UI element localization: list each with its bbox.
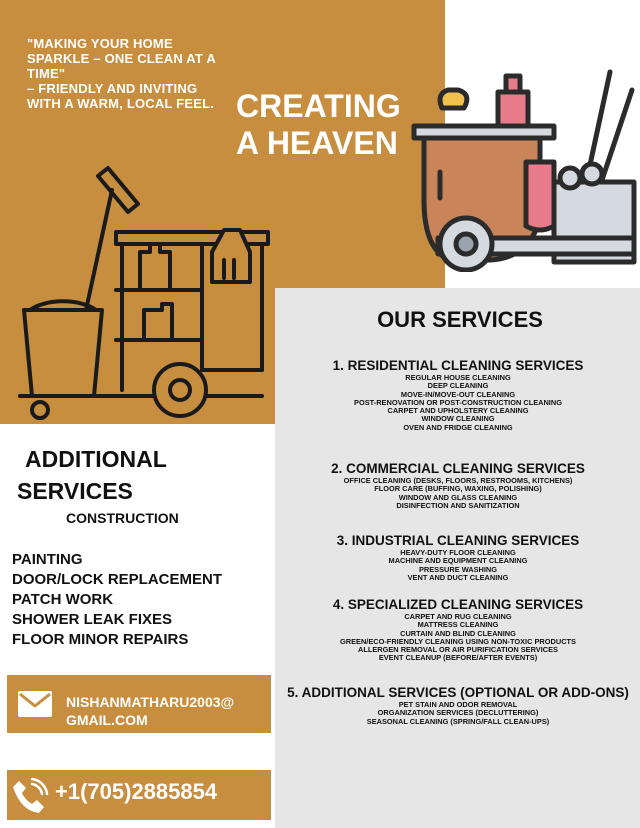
phone-icon bbox=[10, 776, 50, 816]
service-item: MACHINE AND EQUIPMENT CLEANING bbox=[388, 556, 528, 566]
tagline-line: SPARKLE – ONE CLEAN AT A bbox=[27, 51, 216, 66]
tagline bbox=[27, 36, 242, 111]
service-item: GREEN/ECO-FRIENDLY CLEANING USING NON-TOXIC PRODUCTS bbox=[340, 636, 576, 646]
additional-title-line-1: ADDITIONAL bbox=[25, 446, 167, 472]
service-item: OVEN AND FRIDGE CLEANING bbox=[403, 422, 513, 432]
additional-services-list bbox=[12, 550, 222, 650]
tagline-line: WITH A WARM, LOCAL FEEL. bbox=[27, 96, 215, 111]
service-item: CURTAIN AND BLIND CLEANING bbox=[400, 628, 516, 638]
service-item: DISINFECTION AND SANITIZATION bbox=[396, 500, 520, 510]
service-item: PET STAIN AND ODOR REMOVAL bbox=[398, 700, 518, 709]
list-item: PAINTING bbox=[12, 551, 83, 568]
service-section-commercial bbox=[282, 460, 634, 510]
service-item: MOVE-IN/MOVE-OUT CLEANING bbox=[400, 389, 516, 399]
service-item: FLOOR CARE (BUFFING, WAXING, POLISHING) bbox=[374, 484, 542, 494]
service-section-industrial bbox=[282, 532, 634, 582]
service-section-residential bbox=[282, 357, 634, 432]
list-item: FLOOR MINOR REPAIRS bbox=[12, 631, 189, 648]
service-item: CARPET AND RUG CLEANING bbox=[404, 612, 512, 621]
list-item: DOOR/LOCK REPLACEMENT bbox=[12, 571, 222, 588]
service-item: WINDOW AND GLASS CLEANING bbox=[398, 492, 518, 502]
headline bbox=[236, 88, 401, 162]
service-item: SEASONAL CLEANING (SPRING/FALL CLEAN-UPS) bbox=[366, 716, 550, 726]
email-address[interactable] bbox=[66, 693, 234, 729]
service-item: POST-RENOVATION OR POST-CONSTRUCTION CLEANING bbox=[354, 397, 562, 407]
additional-subtitle: CONSTRUCTION bbox=[66, 510, 179, 526]
additional-services-title bbox=[17, 443, 167, 507]
service-item: VENT AND DUCT CLEANING bbox=[407, 572, 509, 582]
cleaning-trolley-illustration bbox=[410, 62, 640, 272]
service-heading: 3. INDUSTRIAL CLEANING SERVICES bbox=[336, 533, 580, 548]
service-item: ALLERGEN REMOVAL OR AIR PURIFICATION SERVICES bbox=[358, 645, 558, 655]
tagline-line: – FRIENDLY AND INVITING bbox=[27, 81, 198, 96]
service-item: DEEP CLEANING bbox=[427, 381, 489, 391]
service-item: REGULAR HOUSE CLEANING bbox=[405, 373, 511, 382]
service-item: HEAVY-DUTY FLOOR CLEANING bbox=[400, 548, 516, 557]
service-item: MATTRESS CLEANING bbox=[417, 620, 499, 630]
list-item: SHOWER LEAK FIXES bbox=[12, 611, 173, 628]
tagline-line: TIME" bbox=[27, 66, 66, 81]
email-line-2: GMAIL.COM bbox=[66, 712, 148, 728]
envelope-icon bbox=[17, 690, 53, 718]
email-line-1: NISHANMATHARU2003@ bbox=[66, 694, 235, 710]
headline-line-1: CREATING bbox=[236, 88, 401, 124]
service-heading: 5. ADDITIONAL SERVICES (OPTIONAL OR ADD-ONS) bbox=[287, 685, 629, 700]
service-heading: 1. RESIDENTIAL CLEANING SERVICES bbox=[332, 358, 584, 373]
services-title: OUR SERVICES bbox=[377, 307, 543, 332]
tagline-line: "MAKING YOUR HOME bbox=[27, 36, 173, 51]
service-item: OFFICE CLEANING (DESKS, FLOORS, RESTROOMS, KITCHENS) bbox=[343, 476, 573, 485]
service-section-specialized bbox=[282, 596, 634, 663]
service-item: CARPET AND UPHOLSTERY CLEANING bbox=[387, 406, 529, 416]
service-item: WINDOW CLEANING bbox=[421, 414, 495, 424]
service-section-additional bbox=[282, 684, 634, 726]
service-heading: 2. COMMERCIAL CLEANING SERVICES bbox=[331, 461, 585, 476]
service-heading: 4. SPECIALIZED CLEANING SERVICES bbox=[332, 597, 584, 612]
headline-line-2: A HEAVEN bbox=[236, 125, 398, 161]
additional-title-line-2: SERVICES bbox=[17, 478, 133, 504]
list-item: PATCH WORK bbox=[12, 591, 114, 608]
cleaning-cart-illustration bbox=[12, 160, 274, 422]
phone-number[interactable]: +1(705)2885854 bbox=[55, 779, 218, 804]
service-item: ORGANIZATION SERVICES (DECLUTTERING) bbox=[377, 708, 539, 718]
service-item: PRESSURE WASHING bbox=[418, 564, 498, 574]
service-item: EVENT CLEANUP (BEFORE/AFTER EVENTS) bbox=[378, 653, 538, 663]
